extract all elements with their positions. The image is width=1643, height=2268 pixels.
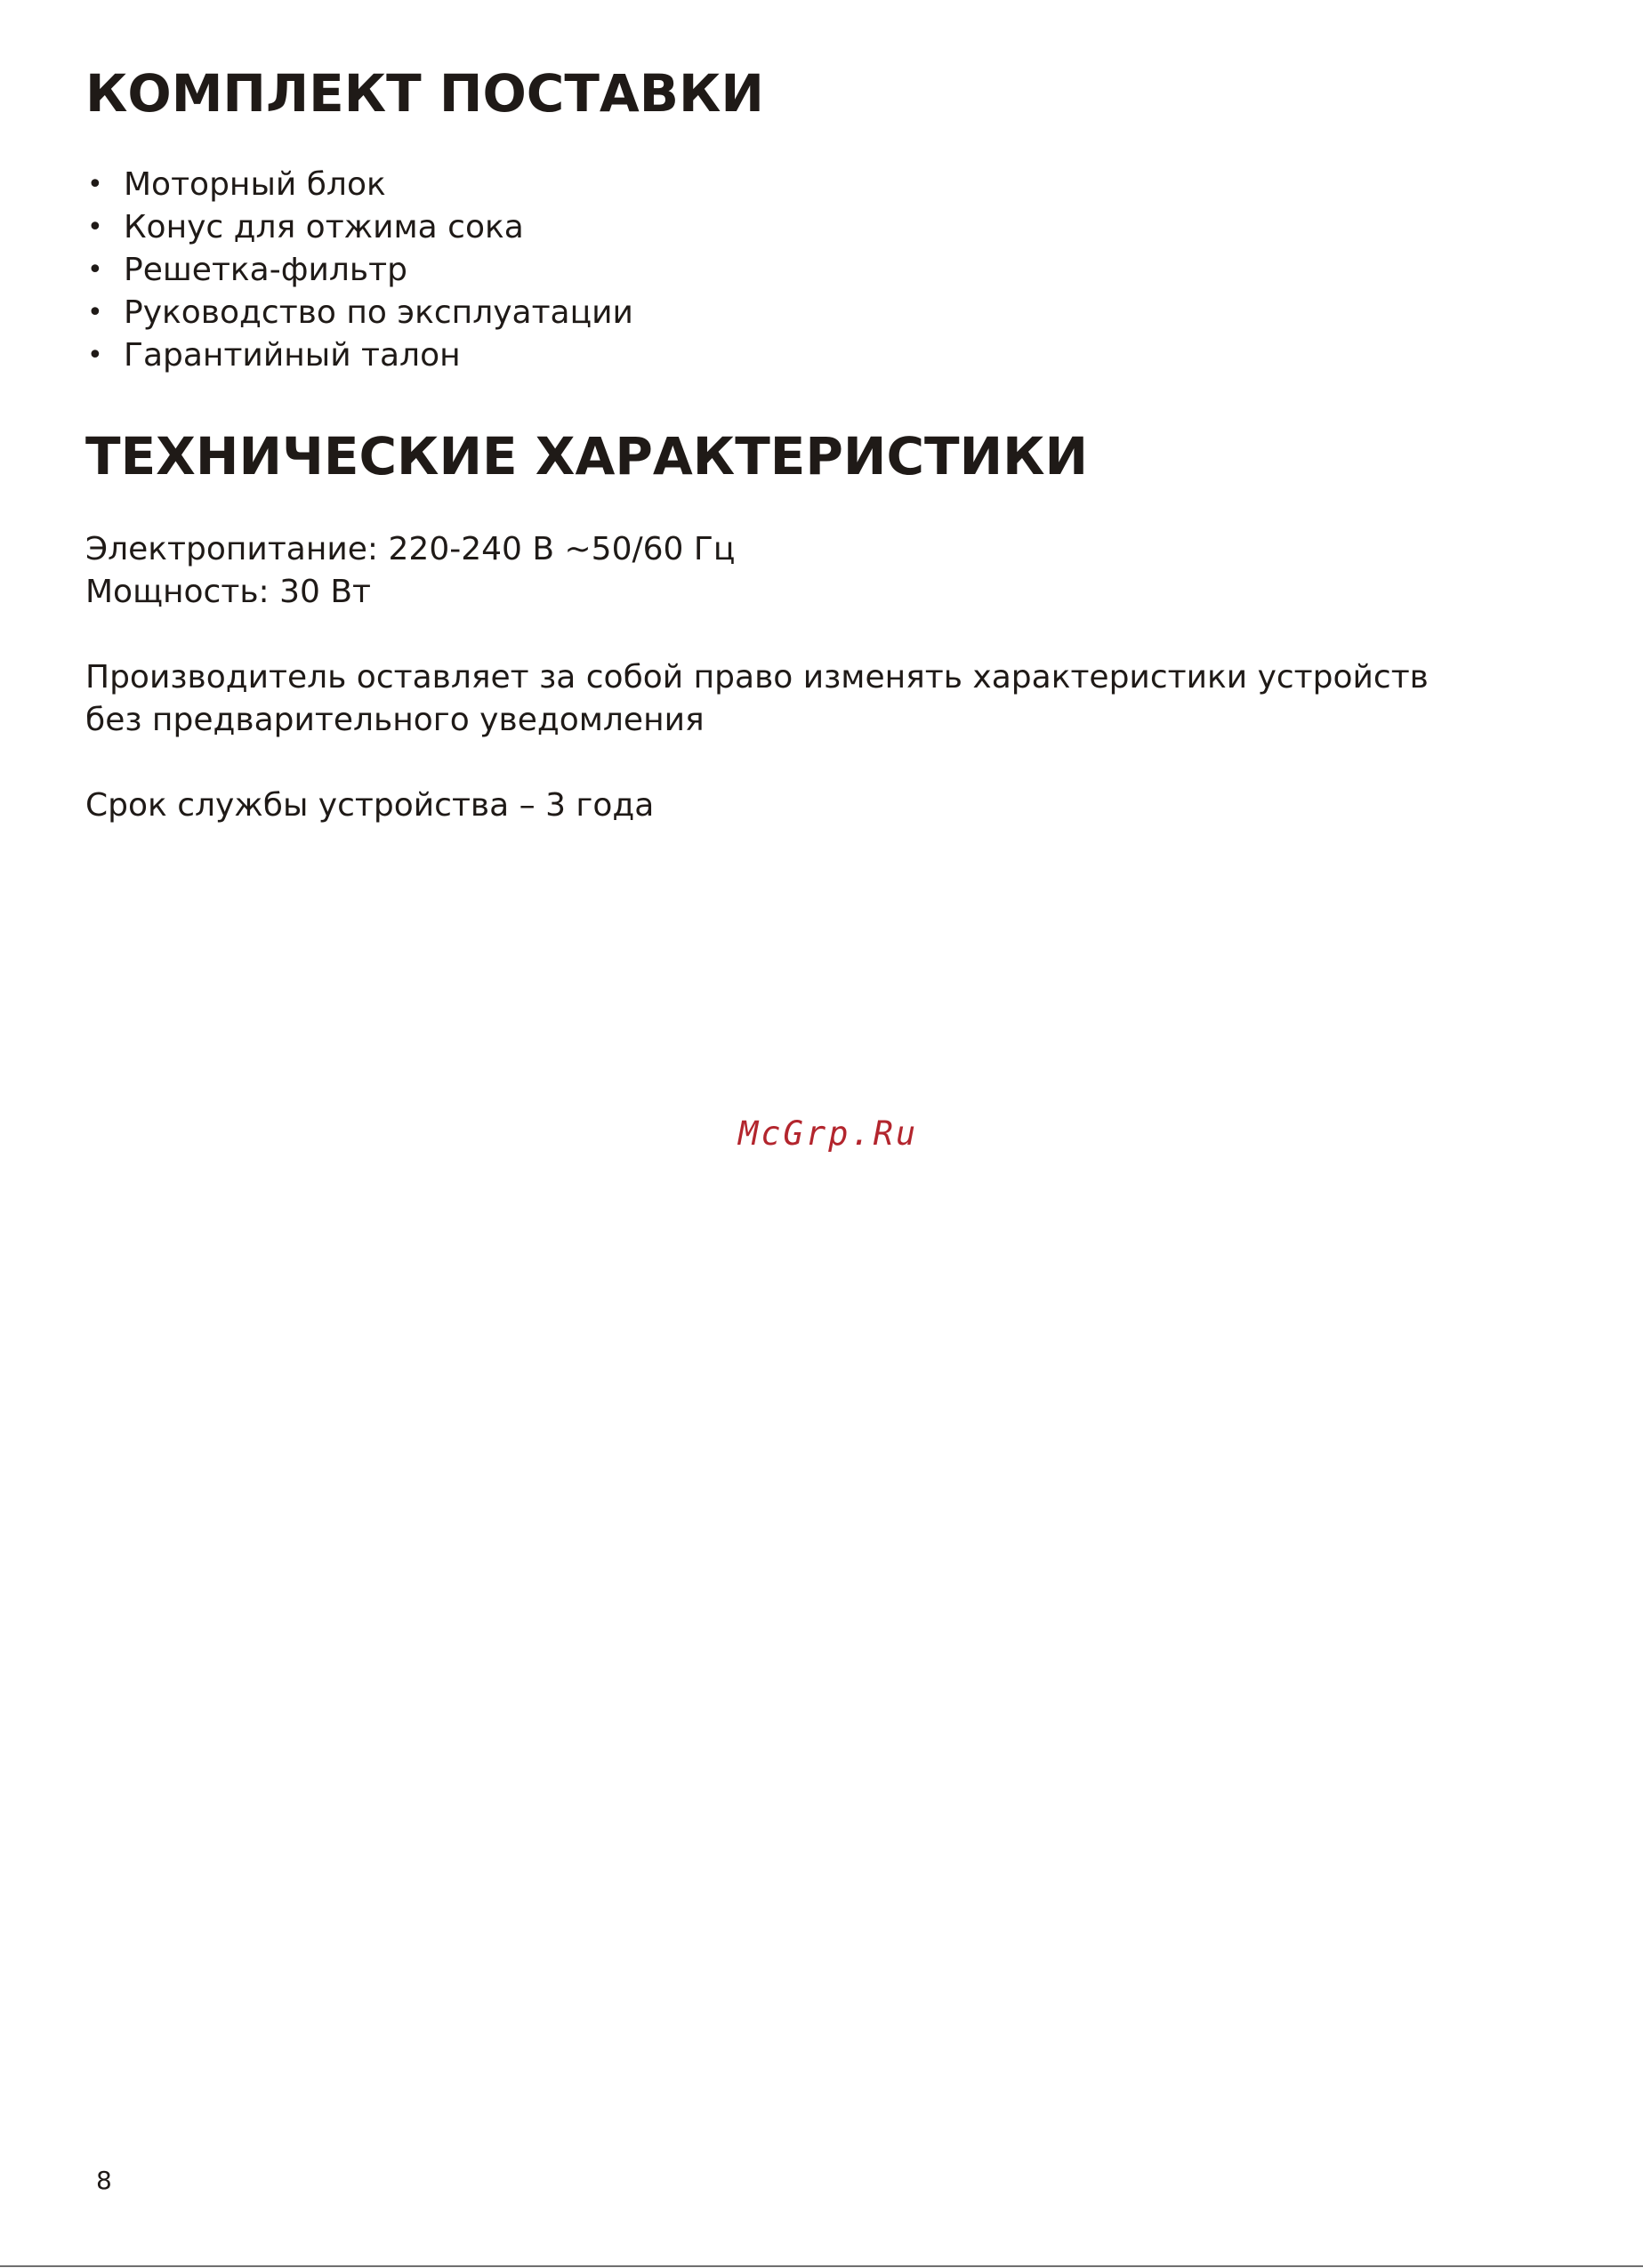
bottom-divider — [0, 2265, 1643, 2267]
list-item-text: Конус для отжима сока — [124, 209, 524, 245]
manufacturer-note-line-1: Производитель оставляет за собой право изменять характеристики устройств — [85, 659, 1429, 696]
technical-specs-heading: ТЕХНИЧЕСКИЕ ХАРАКТЕРИСТИКИ — [85, 426, 1089, 487]
list-item-text: Руководство по эксплуатации — [124, 294, 633, 331]
bullet-icon: • — [87, 169, 103, 200]
package-contents-heading: КОМПЛЕКТ ПОСТАВКИ — [85, 63, 764, 124]
bullet-icon: • — [87, 297, 103, 328]
list-item — [85, 164, 633, 206]
list-item — [85, 249, 633, 292]
bullet-icon: • — [87, 340, 103, 371]
service-life-text: Срок службы устройства – 3 года — [85, 787, 655, 824]
list-item — [85, 206, 633, 249]
list-item-text: Решетка-фильтр — [124, 252, 407, 288]
power-rating-spec: Мощность: 30 Вт — [85, 574, 372, 610]
package-contents-list — [85, 164, 633, 377]
list-item-text: Гарантийный талон — [124, 337, 461, 374]
page-number: 8 — [96, 2166, 112, 2195]
manufacturer-note-line-2: без предварительного уведомления — [85, 702, 705, 738]
watermark-text: McGrp.Ru — [738, 1114, 919, 1153]
bullet-icon: • — [87, 254, 103, 286]
bullet-icon: • — [87, 212, 103, 243]
list-item — [85, 334, 633, 377]
list-item — [85, 292, 633, 334]
power-supply-spec: Электропитание: 220-240 В ~50/60 Гц — [85, 531, 736, 567]
list-item-text: Моторный блок — [124, 166, 386, 203]
